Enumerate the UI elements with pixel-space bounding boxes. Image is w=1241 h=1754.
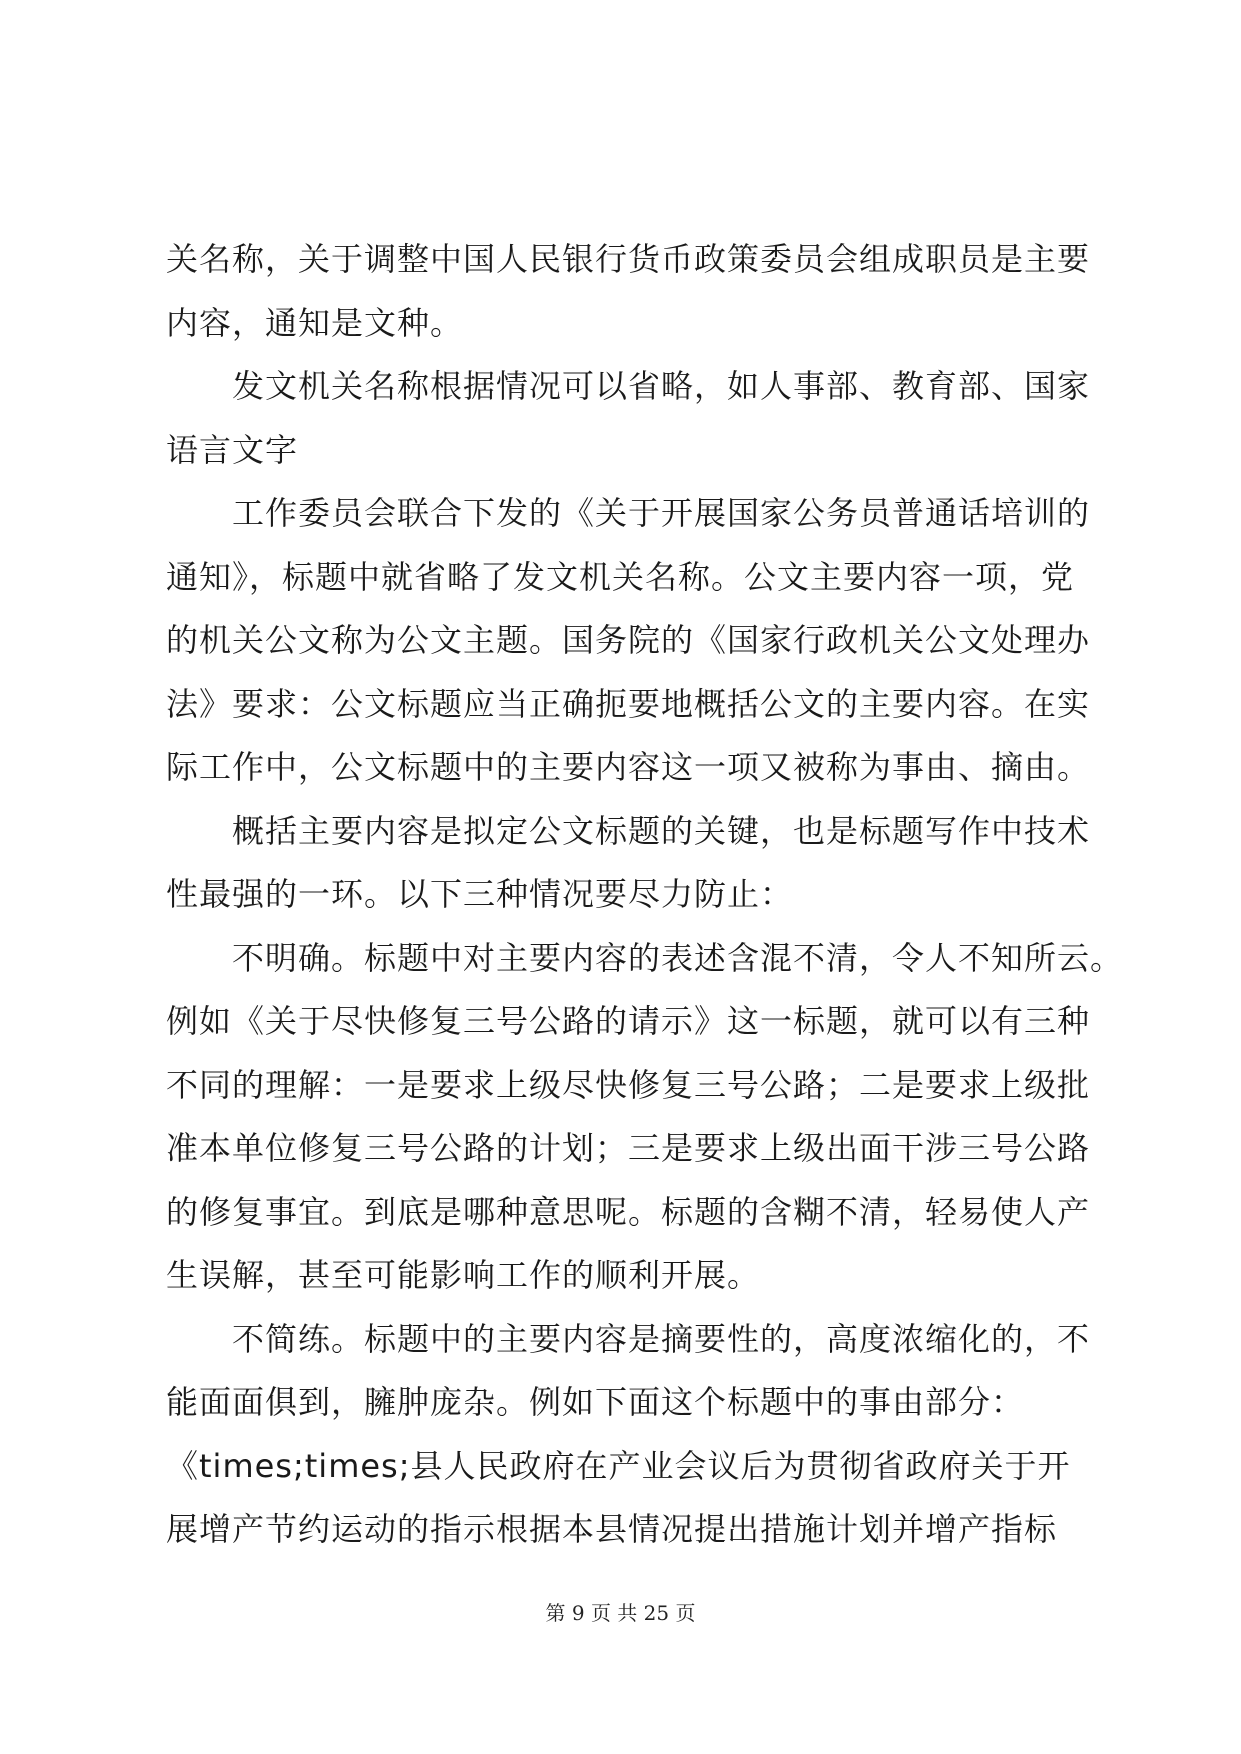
text-line: 际工作中，公文标题中的主要内容这一项又被称为事由、摘由。 [166, 748, 1091, 786]
text-line: 的修复事宜。到底是哪种意思呢。标题的含糊不清，轻易使人产 [166, 1192, 1091, 1231]
text-line: 内容，通知是文种。 [166, 303, 464, 342]
text-line: 《times;times;县人民政府在产业会议后为贯彻省政府关于开 [166, 1446, 1071, 1485]
paragraph-start-line: 不简练。标题中的主要内容是摘要性的，高度浓缩化的，不 [232, 1319, 1091, 1358]
text-line: 生误解，甚至可能影响工作的顺利开展。 [166, 1256, 761, 1294]
text-line: 展增产节约运动的指示根据本县情况提出措施计划并增产指标 [166, 1510, 1058, 1548]
text-line: 准本单位修复三号公路的计划；三是要求上级出面干涉三号公路 [166, 1129, 1091, 1167]
text-line: 性最强的一环。以下三种情况要尽力防止： [166, 875, 794, 913]
paragraph-start-line: 工作委员会联合下发的《关于开展国家公务员普通话培训的 [232, 494, 1091, 532]
text-line: 关名称，关于调整中国人民银行货币政策委员会组成职员是主要 [166, 240, 1091, 278]
text-line: 通知》，标题中就省略了发文机关名称。公文主要内容一项，党 [166, 557, 1075, 596]
text-line: 例如《关于尽快修复三号公路的请示》这一标题，就可以有三种 [166, 1002, 1091, 1040]
page-number-footer: 第 9 页 共 25 页 [545, 1601, 696, 1625]
text-line: 能面面俱到，臃肿庞杂。例如下面这个标题中的事由部分： [166, 1383, 1025, 1421]
text-line: 法》要求：公文标题应当正确扼要地概括公文的主要内容。在实 [166, 684, 1091, 723]
paragraph-start-line: 概括主要内容是拟定公文标题的关键，也是标题写作中技术 [232, 811, 1091, 850]
paragraph-start-line: 不明确。标题中对主要内容的表述含混不清，令人不知所云。 [232, 938, 1124, 977]
text-line: 的机关公文称为公文主题。国务院的《国家行政机关公文处理办 [166, 621, 1091, 659]
text-line: 语言文字 [166, 430, 299, 469]
paragraph-start-line: 发文机关名称根据情况可以省略，如人事部、教育部、国家 [232, 367, 1091, 405]
text-line: 不同的理解：一是要求上级尽快修复三号公路；二是要求上级批 [166, 1065, 1091, 1104]
document-body [166, 228, 1124, 1562]
